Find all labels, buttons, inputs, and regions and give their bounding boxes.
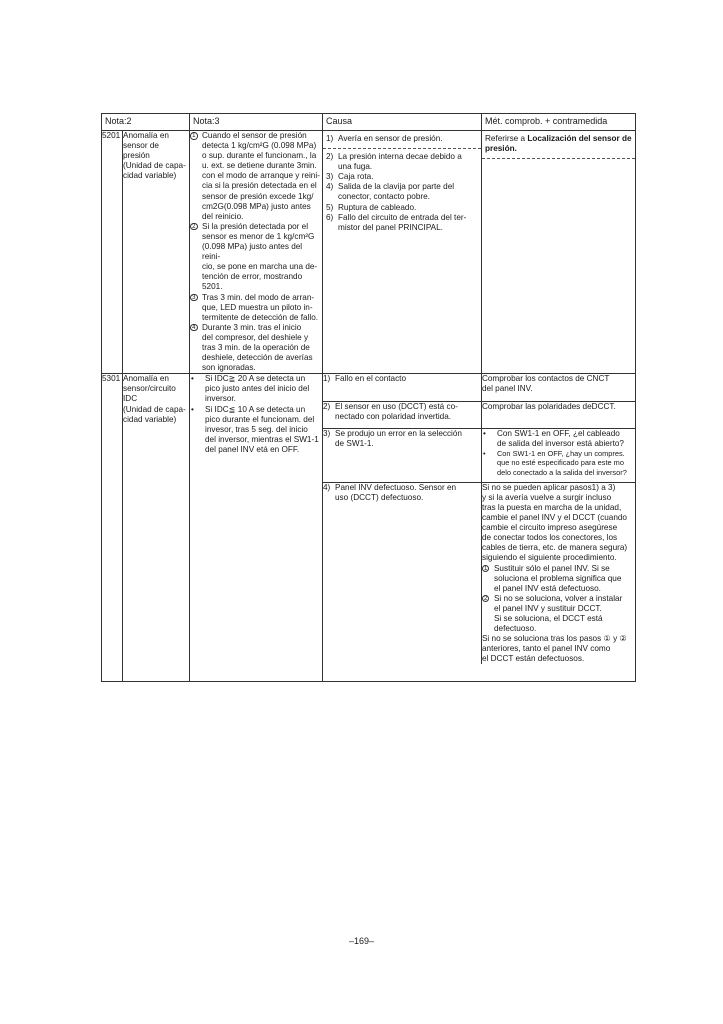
text-line: Salida de la clavija por parte del — [338, 182, 455, 192]
item-mark — [482, 594, 494, 634]
error-name-line: (Unidad de capa- — [123, 161, 186, 171]
text-line: Ruptura de cableado. — [338, 202, 417, 212]
text-line: Tras 3 min. del modo de arran- — [202, 292, 315, 302]
causa-text: Avería en sensor de presión. — [338, 134, 443, 143]
subrow-4 — [323, 482, 635, 664]
metodo-5201 — [482, 131, 636, 374]
metodo-line: de conectar todos los conectores, los — [481, 533, 618, 543]
error-name-5201 — [123, 131, 190, 374]
metodo-line: Si no se soluciona tras los pasos ① y ② — [481, 634, 627, 644]
causa-item — [323, 402, 481, 422]
item-text — [205, 374, 322, 404]
text-line: que no esté especificado para este mo — [496, 458, 624, 468]
text-line: u. ext. se detiene durante 3min. — [202, 161, 317, 171]
error-name-line: (Unidad de capa- — [123, 404, 186, 414]
text-line: cio, se pone en marcha una de- — [202, 262, 318, 272]
causa-5301-3 — [323, 428, 481, 482]
item-mark — [190, 323, 202, 373]
text-line: Si IDC≧ 20 A se detecta un — [205, 374, 306, 384]
item-text — [497, 449, 635, 477]
circled-number: 4 — [190, 324, 198, 332]
metodo-prefix: Referirse a — [485, 134, 528, 143]
causa-metodo-5301-table — [323, 374, 635, 664]
error-name-line: sensor/circuito — [123, 384, 176, 394]
item-text — [202, 131, 322, 222]
text-line: La presión interna decae debido a — [338, 152, 462, 162]
error-name-line: sensor de — [123, 141, 159, 151]
causa-num: 4) — [326, 182, 334, 192]
metodo-line: siguiendo el siguiente procedimiento. — [481, 553, 617, 563]
error-table — [101, 113, 636, 682]
text-line: Con SW1-1 en OFF, ¿el cableado — [496, 428, 620, 438]
circled-number: 1 — [190, 132, 198, 140]
text-line: del panel INV etá en OFF. — [205, 444, 300, 454]
error-name-line: IDC — [123, 394, 138, 404]
metodo-line: cambie el panel INV y el DCCT (cuando — [481, 513, 627, 523]
metodo-5201-text — [482, 131, 635, 158]
causa-5201-rest — [323, 148, 481, 237]
causa-text — [338, 213, 478, 233]
causa-5201 — [323, 131, 482, 374]
metodo-5301-2 — [481, 401, 635, 428]
text-line: cia si la presión detectada en el — [202, 181, 317, 191]
causa-num: 6) — [326, 212, 334, 222]
causa-text — [338, 152, 478, 172]
text-line: que, LED muestra un piloto in- — [202, 302, 313, 312]
text-line: sensor de presión excede 1kg/ — [202, 191, 314, 201]
nota3-item — [190, 293, 322, 323]
causa-num: 2) — [326, 152, 334, 162]
nota3-item — [190, 131, 322, 222]
causa-metodo-5301 — [323, 374, 636, 682]
nota3-item — [190, 222, 322, 293]
text-line: o sup. durante el funcionam., la — [202, 151, 317, 161]
causa-text — [338, 172, 478, 182]
text-line: (0.098 MPa) justo antes del reini- — [202, 242, 303, 262]
causa-item — [326, 203, 478, 213]
metodo-line: tras la puesta en marcha de la unidad, — [481, 502, 622, 512]
item-mark: • — [482, 428, 486, 438]
subrow-3 — [323, 428, 635, 482]
header-causa: Causa — [323, 114, 482, 131]
item-text — [494, 594, 635, 634]
item-mark: • — [482, 448, 486, 458]
metodo-5301-3 — [481, 428, 635, 482]
metodo-5201-divider — [482, 158, 635, 160]
text-line: del reinicio. — [202, 211, 244, 221]
metodo-5301-4 — [481, 482, 635, 664]
text-line: uso (DCCT) defectuoso. — [335, 492, 424, 502]
causa-item — [323, 429, 481, 449]
item-text — [205, 405, 322, 455]
header-nota2: Nota:2 — [102, 114, 190, 131]
text-line: Fallo del circuito de entrada del ter- — [338, 212, 467, 222]
header-nota3: Nota:3 — [190, 114, 323, 131]
causa-num: 3) — [326, 172, 334, 182]
metodo-line: cables de tierra, etc. de manera segura) — [481, 543, 628, 553]
causa-item — [323, 374, 481, 384]
error-name-line: cidad variable) — [123, 414, 177, 424]
text-line: defectuoso. — [493, 624, 537, 634]
text-line: del inversor, mientras el SW1-1 — [205, 434, 319, 444]
causa-num: 5) — [326, 202, 334, 212]
text-line: Durante 3 min. tras el inicio — [202, 322, 302, 332]
error-name-line: Anomalía en — [123, 374, 169, 384]
causa-num: 1) — [323, 374, 331, 384]
text-line: tras 3 min. de la operación de — [202, 342, 310, 352]
causa-num: 1) — [326, 134, 334, 143]
table-row-5201 — [102, 131, 636, 374]
causa-item — [326, 152, 478, 172]
causa-5301-1 — [323, 374, 481, 401]
error-name-line: Anomalía en — [123, 131, 169, 140]
causa-item — [326, 172, 478, 182]
item-text — [494, 564, 635, 594]
text-line: El sensor en uso (DCCT) está co- — [335, 401, 458, 411]
text-line: delo conectado a la salida del inversor? — [496, 467, 627, 477]
metodo-step — [482, 594, 635, 634]
text-line: del compresor, del deshiele y — [202, 332, 309, 342]
item-text — [202, 323, 322, 373]
text-line: Fallo en el contacto — [335, 374, 407, 384]
header-row — [102, 114, 636, 131]
text-line: deshiele, detección de averías — [202, 353, 313, 363]
causa-text — [335, 402, 481, 422]
causa-text — [338, 182, 478, 202]
subrow-1 — [323, 374, 635, 401]
text-line: termitente de detección de fallo. — [202, 312, 319, 322]
text-line: Panel INV defectuoso. Sensor en — [335, 482, 457, 492]
metodo-line: Comprobar las polaridades deDCCT. — [481, 401, 616, 411]
subrow-2 — [323, 401, 635, 428]
causa-text — [338, 203, 478, 213]
text-line: Si la presión detectada por el — [202, 221, 309, 231]
causa-item — [326, 213, 478, 233]
item-text — [202, 293, 322, 323]
causa-item — [326, 182, 478, 202]
causa-text — [335, 483, 481, 503]
text-line: el panel INV y sustituir DCCT. — [493, 603, 602, 613]
metodo-bullet — [482, 449, 635, 477]
metodo-bullet — [482, 429, 635, 449]
header-metodo: Mét. comprob. + contramedida — [482, 114, 636, 131]
causa-5301-4 — [323, 482, 481, 664]
metodo-5301-1 — [481, 374, 635, 401]
error-name-line: cidad variable) — [123, 171, 177, 181]
text-line: Si no se soluciona, volver a instalar — [493, 593, 623, 603]
error-name-line: presión — [123, 151, 150, 161]
metodo-bold: Localización del sensor de presión. — [485, 134, 632, 154]
circled-number: 3 — [190, 294, 198, 302]
text-line: Caja rota. — [338, 172, 374, 182]
text-line: Si IDC≦ 10 A se detecta un — [205, 404, 306, 414]
item-mark — [190, 131, 202, 222]
text-line: tención de error, mostrando 5201. — [202, 272, 303, 292]
causa-5301-2 — [323, 401, 481, 428]
metodo-step — [482, 564, 635, 594]
metodo-line: del panel INV. — [481, 384, 533, 394]
causa-text — [335, 374, 481, 384]
text-line: Sustituir sólo el panel INV. Si se — [493, 563, 610, 573]
metodo-line: Si no se pueden aplicar pasos1) a 3) — [481, 482, 616, 492]
error-name-5301 — [123, 374, 190, 682]
text-line: una fuga. — [338, 162, 373, 172]
item-text — [497, 429, 635, 449]
text-line: son ignoradas. — [202, 363, 256, 373]
metodo-line: cambie el circuito impreso asegúrese — [481, 523, 618, 533]
text-line: invesor, tras 5 seg. del inicio — [205, 424, 308, 434]
metodo-line: Comprobar los contactos de CNCT — [481, 374, 610, 384]
text-line: sensor es menor de 1 kg/cm²G — [202, 231, 315, 241]
item-text — [202, 222, 322, 293]
metodo-line: y si la avería vuelve a surgir incluso — [481, 492, 612, 502]
causa-num: 2) — [323, 401, 331, 411]
text-line: Se produjo un error en la selección — [335, 428, 462, 438]
text-line: Cuando el sensor de presión — [202, 131, 307, 140]
item-mark — [190, 222, 202, 293]
nota3-item — [190, 405, 322, 455]
causa-item — [323, 483, 481, 503]
item-mark — [190, 293, 202, 323]
nota3-5201 — [190, 131, 323, 374]
text-line: mistor del panel PRINCIPAL. — [338, 222, 443, 232]
text-line: Con SW1-1 en OFF, ¿hay un compres. — [496, 448, 625, 458]
text-line: Si se soluciona, el DCCT está — [493, 613, 603, 623]
error-code-5301: 5301 — [102, 374, 123, 682]
item-mark: • — [191, 374, 194, 384]
nota3-5301 — [190, 374, 323, 682]
nota3-item — [190, 374, 322, 404]
causa-text — [335, 429, 481, 449]
text-line: nectado con polaridad invertida. — [335, 411, 452, 421]
text-line: inversor. — [205, 394, 236, 404]
text-line: de salida del inversor está abierto? — [496, 438, 624, 448]
causa-5201-item-1 — [323, 131, 481, 148]
text-line: con el modo de arranque y reini- — [202, 171, 320, 181]
causa-num: 3) — [323, 428, 331, 438]
item-mark — [482, 564, 494, 594]
nota3-item — [190, 323, 322, 373]
text-line: pico justo antes del inicio del — [205, 384, 310, 394]
text-line: detecta 1 kg/cm²G (0.098 MPa) — [202, 141, 317, 151]
text-line: el panel INV está defectuoso. — [493, 583, 601, 593]
circled-number: 2 — [190, 223, 198, 231]
causa-num: 4) — [323, 482, 331, 492]
metodo-line: el DCCT están defectuosos. — [481, 654, 585, 664]
text-line: cm2G(0.098 MPa) justo antes — [202, 201, 311, 211]
page-number: –169– — [348, 936, 375, 946]
error-code-5201: 5201 — [102, 131, 123, 374]
text-line: conector, contacto pobre. — [338, 192, 430, 202]
metodo-line: anteriores, tanto el panel INV como — [481, 644, 611, 654]
item-mark: • — [191, 404, 194, 414]
text-line: de SW1-1. — [335, 438, 374, 448]
circled-number: 2 — [482, 595, 490, 603]
text-line: soluciona el problema significa que — [493, 573, 622, 583]
text-line: pico durante el funcionam. del — [205, 414, 315, 424]
circled-number: 1 — [482, 565, 490, 573]
table-row-5301 — [102, 374, 636, 682]
